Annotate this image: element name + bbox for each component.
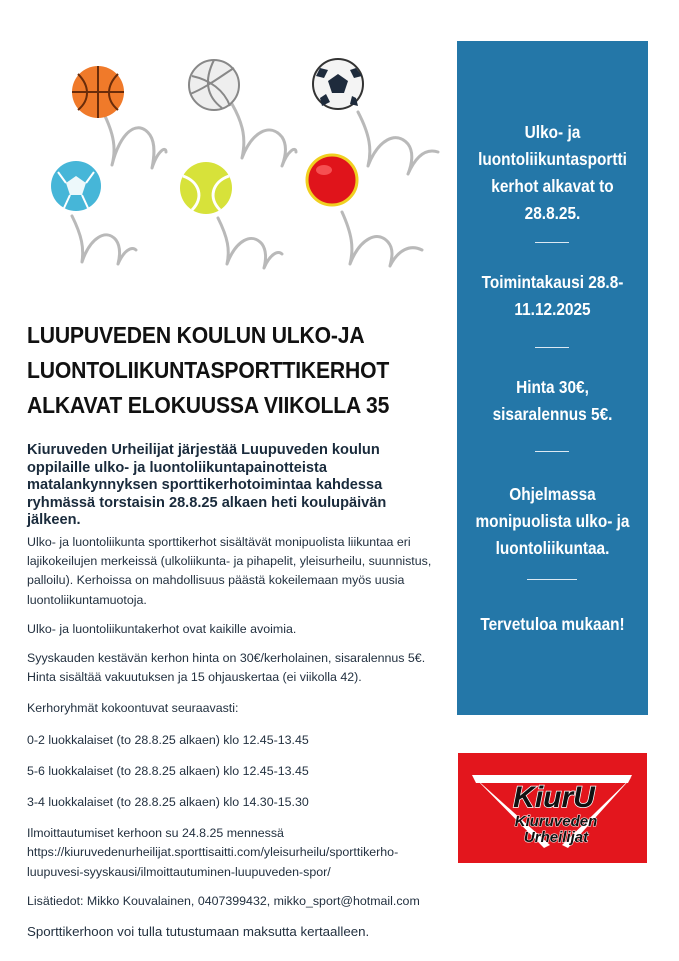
title-line-3: ALKAVAT ELOKUUSSA VIIKOLLA 35 xyxy=(27,392,390,418)
red-ball-icon xyxy=(307,155,357,205)
svg-text:Kiuruveden: Kiuruveden xyxy=(514,813,598,830)
page-title xyxy=(27,318,396,423)
paragraph-open: Ulko- ja luontoliikuntakerhot ovat kaikille avoimia. xyxy=(27,621,297,636)
basketball-icon xyxy=(72,66,124,118)
soccer-ball-icon xyxy=(313,59,363,109)
sidebar-welcome: Tervetuloa mukaan! xyxy=(480,614,625,634)
trial-info: Sporttikerhoon voi tulla tutustumaan maksutta kertaalleen. xyxy=(27,924,370,940)
sidebar-divider xyxy=(527,579,577,580)
group-5-6: 5-6 luokkalaiset (to 28.8.25 alkaen) klo 12.45-13.45 xyxy=(27,763,309,778)
blue-ball-icon xyxy=(51,161,101,211)
contact-info: Lisätiedot: Mikko Kouvalainen, 0407399432, mikko_sport@hotmail.com xyxy=(27,893,420,908)
paragraph-price: Syyskauden kestävän kerhon hinta on 30€/kerholainen, sisaralennus 5€. Hinta sisältää vakuutuksen ja 15 ohjauskertaa (ei viikolla 42). xyxy=(27,651,426,685)
sidebar-divider xyxy=(535,347,569,348)
title-line-1: LUUPUVEDEN KOULUN ULKO-JA xyxy=(27,322,365,348)
sidebar-price-info: Hinta 30€, sisaralennus 5€. xyxy=(492,377,613,424)
svg-text:Urheilijat: Urheilijat xyxy=(523,829,589,846)
kiuru-logo xyxy=(458,753,647,863)
sidebar-divider xyxy=(535,451,569,452)
lead-paragraph: Kiuruveden Urheilijat järjestää Luupuveden koulun oppilaille ulko- ja luontoliikuntapainotteista matalankynnyksen sporttikerhotoimintaa kahdessa ryhmässä torstaisin 28.8.25 alkaen heti koulupäivän jälkeen. xyxy=(27,442,387,528)
title-line-2: LUONTOLIIKUNTASPORTTIKERHOT xyxy=(27,357,390,383)
volleyball-icon xyxy=(189,60,239,110)
paragraph-description: Ulko- ja luontoliikunta sporttikerhot sisältävät monipuolista liikuntaa eri lajikokeilujen merkeissä (ulkoliikunta- ja pihapelit, yleisurheilu, suunnistus, palloilu). Kerhoissa on mahdollisuus päästä kokeilemaan myös uusia luontoliikuntamuotoja. xyxy=(27,535,432,607)
sidebar-season-info: Toimintakausi 28.8-11.12.2025 xyxy=(481,272,624,319)
sidebar-divider xyxy=(535,242,569,243)
registration-info: Ilmoittautumiset kerhoon su 24.8.25 mennessä https://kiuruvedenurheilijat.sporttisaitti.com/yleisurheilu/sporttikerho-luupuvesi-syyskausi/ilmoittautuminen-luupuveden-spor/ xyxy=(27,826,399,879)
info-sidebar xyxy=(457,41,648,715)
group-3-4: 3-4 luokkalaiset (to 28.8.25 alkaen) klo 14.30-15.30 xyxy=(27,795,309,810)
paragraph-groups-intro: Kerhoryhmät kokoontuvat seuraavasti: xyxy=(27,701,239,716)
sidebar-program-info: Ohjelmassa monipuolista ulko- ja luontoliikuntaa. xyxy=(475,484,630,558)
sidebar-start-info: Ulko- ja luontoliikuntasportti kerhot alkavat to 28.8.25. xyxy=(478,122,627,223)
svg-text:KiurU: KiurU xyxy=(513,781,595,814)
tennis-ball-icon xyxy=(180,162,232,214)
group-0-2: 0-2 luokkalaiset (to 28.8.25 alkaen) klo 12.45-13.45 xyxy=(27,732,309,747)
bouncing-balls-illustration xyxy=(20,40,450,280)
body-text xyxy=(27,533,447,941)
